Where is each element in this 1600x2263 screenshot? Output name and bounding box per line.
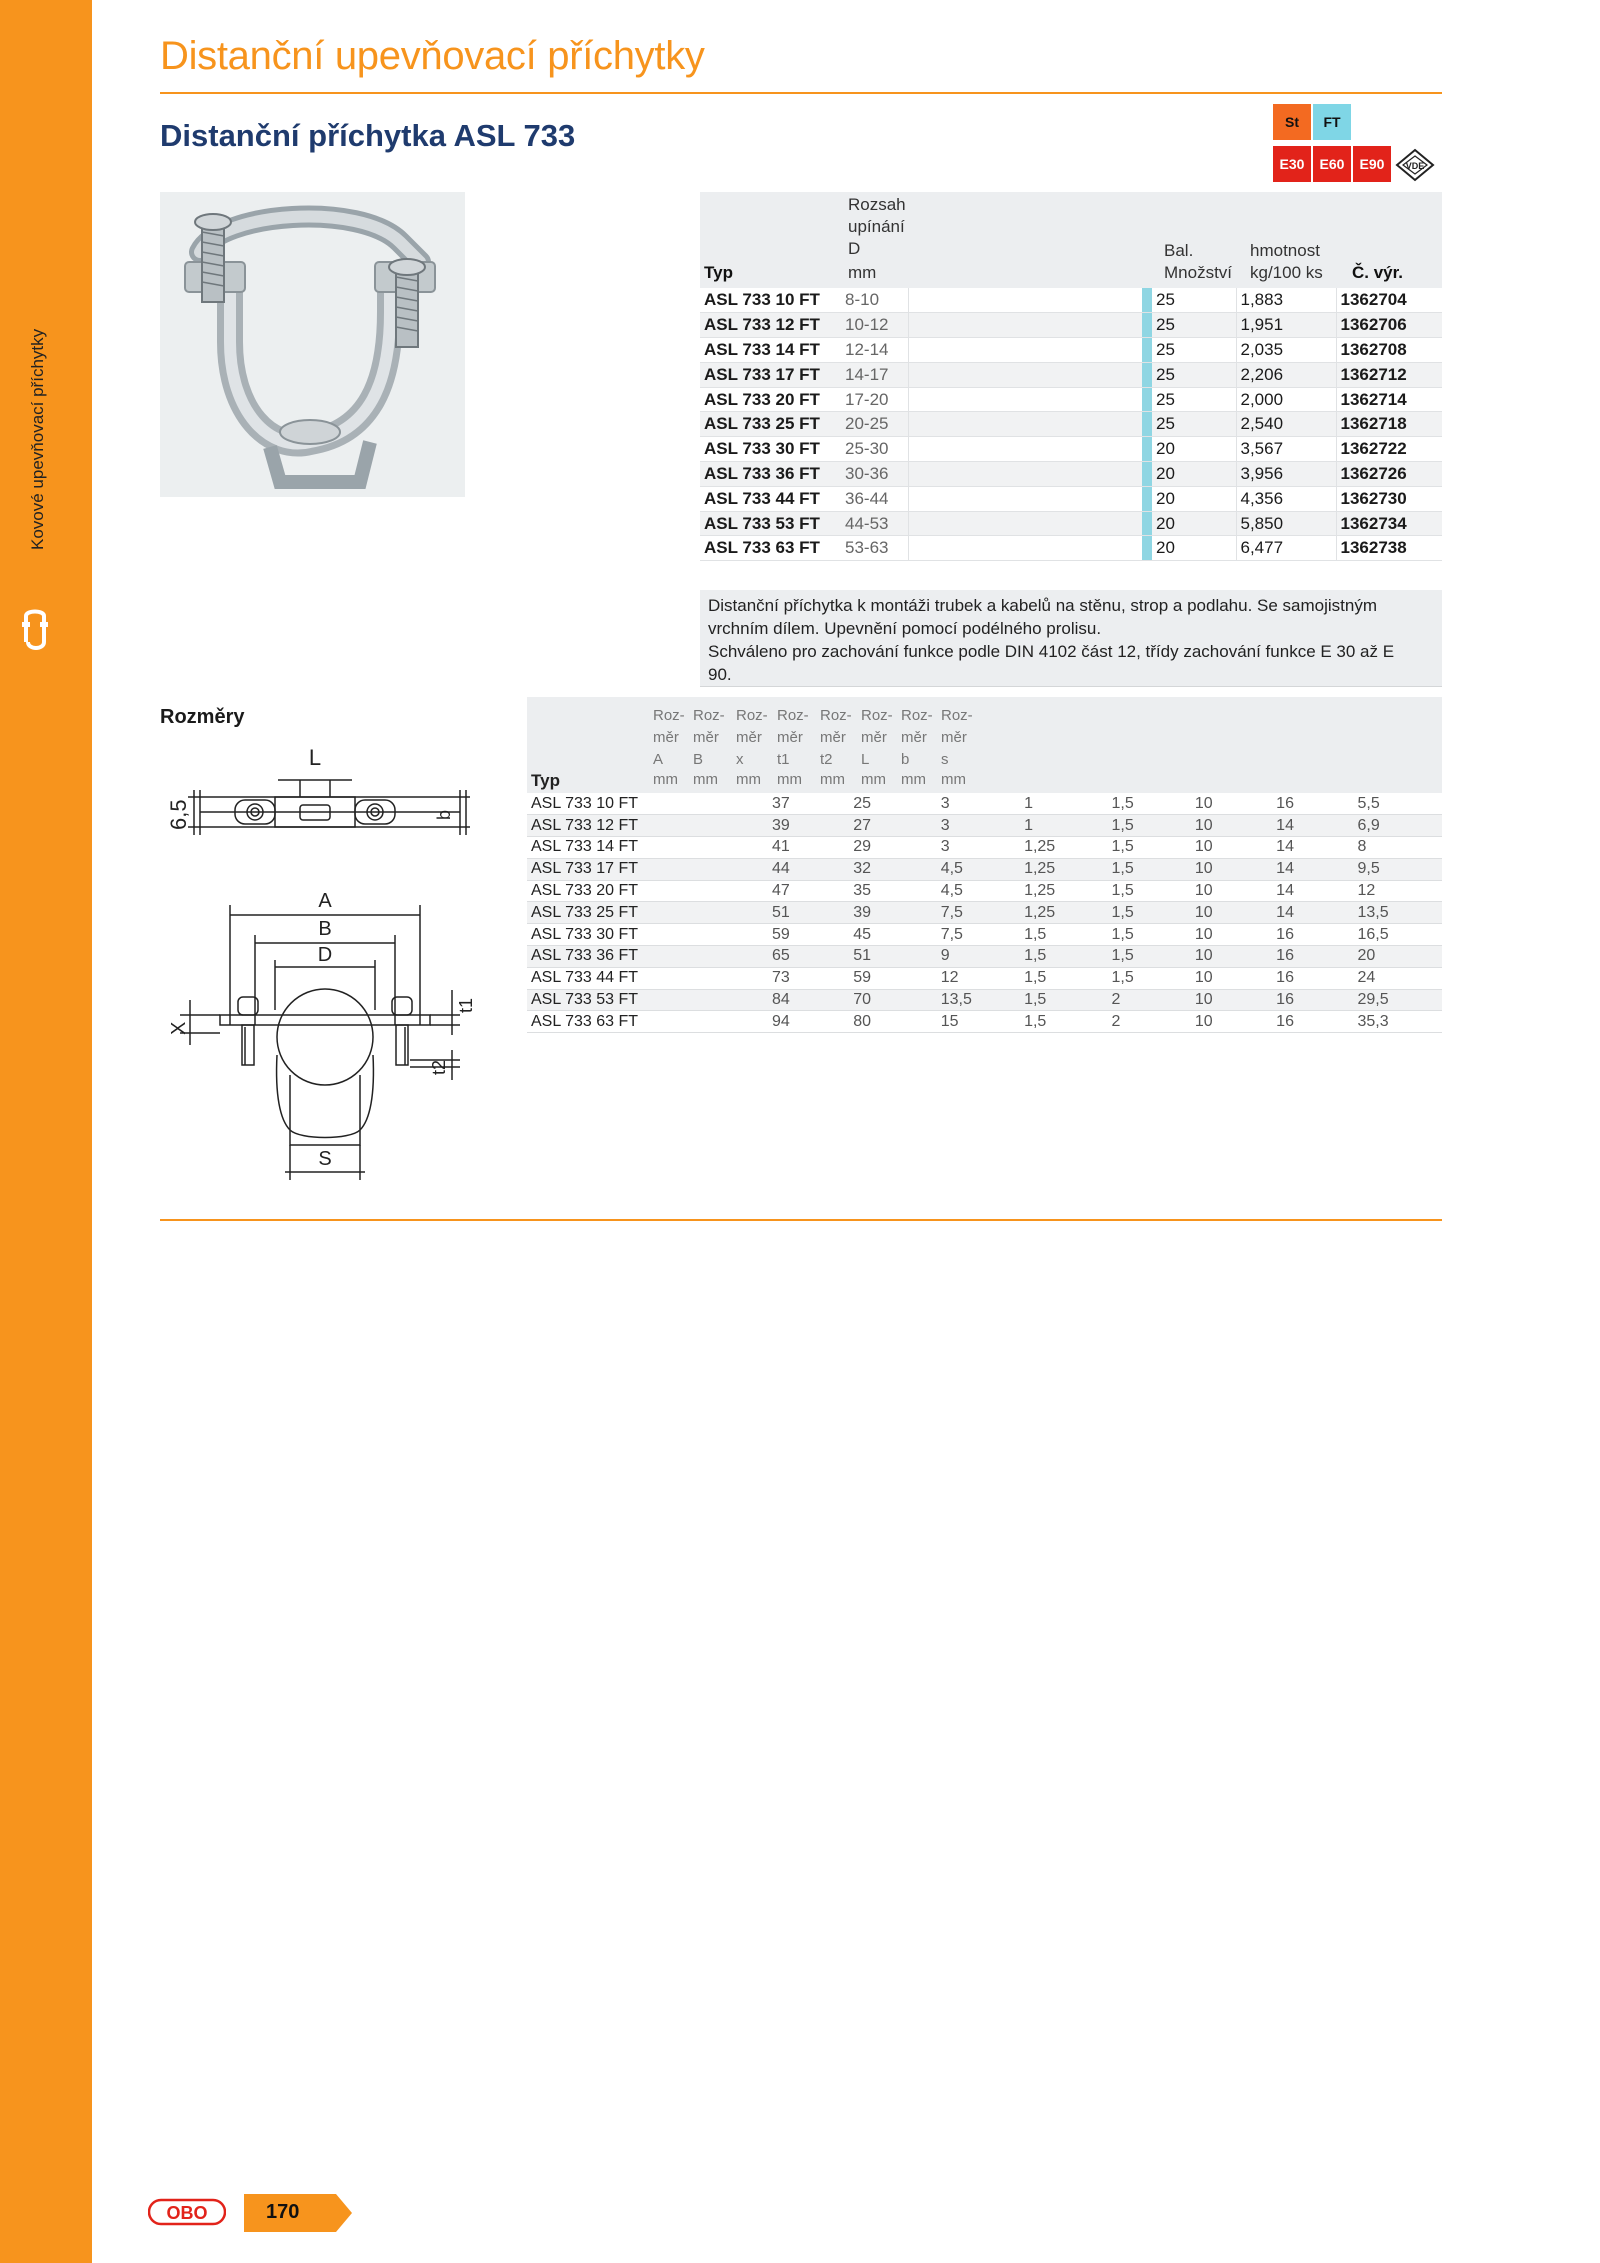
cell-dimension: 13,5	[1355, 902, 1443, 924]
badge-e90: E90	[1353, 146, 1391, 182]
cell-spacer	[908, 313, 1142, 338]
cell-stripe	[1142, 412, 1152, 437]
dim-header-line: Roz-	[901, 707, 933, 724]
cell-dimension: 10	[1192, 989, 1273, 1011]
cell-stripe	[1142, 486, 1152, 511]
table-row	[527, 924, 1442, 946]
cell-dimension: 80	[850, 1011, 937, 1033]
cell-dimension: 8	[1355, 837, 1443, 859]
logo-text: OBO	[166, 2203, 208, 2223]
approval-badges	[1273, 104, 1445, 184]
dim-header-symbol: b	[901, 751, 910, 768]
cell-quantity: 20	[1152, 462, 1236, 487]
cell-dimension: 59	[850, 967, 937, 989]
cell-dimension: 16,5	[1355, 924, 1443, 946]
cell-mass: 5,850	[1236, 511, 1336, 536]
cell-stripe	[1142, 511, 1152, 536]
table-row	[700, 387, 1442, 412]
table-row	[700, 462, 1442, 487]
cell-dimension: 4,5	[938, 880, 1021, 902]
cell-range: 53-63	[841, 536, 908, 561]
cell-dimension: 15	[938, 1011, 1021, 1033]
section-label: Kovové upevňovací příchytky	[28, 328, 47, 550]
cell-spacer	[908, 412, 1142, 437]
cell-mass: 1,883	[1236, 288, 1336, 313]
cell-dimension: 4,5	[938, 858, 1021, 880]
cell-dimension: 10	[1192, 880, 1273, 902]
page-number: 170	[266, 2201, 300, 2223]
cell-stripe	[1142, 536, 1152, 561]
dim-header-line: Roz-	[941, 707, 973, 724]
cell-typ: ASL 733 44 FT	[700, 486, 841, 511]
dim-header-line: měr	[941, 729, 967, 746]
description-line: vrchním dílem. Upevnění pomocí podélného prolisu.	[708, 619, 1102, 638]
cell-dimension: 39	[769, 815, 850, 837]
label-t2: t2	[429, 1059, 449, 1075]
dim-header-unit: mm	[861, 771, 886, 788]
cell-range: 36-44	[841, 486, 908, 511]
cell-typ: ASL 733 14 FT	[700, 338, 841, 363]
cell-dimension: 1,5	[1108, 880, 1191, 902]
cell-typ: ASL 733 53 FT	[527, 989, 769, 1011]
dim-header-unit: mm	[693, 771, 718, 788]
dim-header-line: Roz-	[777, 707, 809, 724]
cell-range: 25-30	[841, 437, 908, 462]
cell-typ: ASL 733 30 FT	[527, 924, 769, 946]
label-t1: t1	[456, 997, 476, 1013]
badge-st: St	[1273, 104, 1311, 140]
clip-icon	[20, 606, 50, 654]
page-title: Distanční upevňovací příchytky	[160, 34, 705, 78]
cell-article: 1362706	[1336, 313, 1442, 338]
cell-article: 1362708	[1336, 338, 1442, 363]
cell-dimension: 6,9	[1355, 815, 1443, 837]
dim-header-line: měr	[861, 729, 887, 746]
dim-header-symbol: x	[736, 751, 744, 768]
cell-mass: 2,206	[1236, 362, 1336, 387]
cell-range: 8-10	[841, 288, 908, 313]
dimensions-title: Rozměry	[160, 706, 245, 728]
cell-dimension: 59	[769, 924, 850, 946]
cell-quantity: 25	[1152, 288, 1236, 313]
cell-dimension: 51	[769, 902, 850, 924]
dim-header-typ: Typ	[531, 771, 560, 790]
cell-typ: ASL 733 17 FT	[527, 858, 769, 880]
dim-header-line: Roz-	[861, 707, 893, 724]
dim-header-symbol: B	[693, 751, 704, 768]
cell-range: 20-25	[841, 412, 908, 437]
cell-dimension: 16	[1273, 989, 1354, 1011]
dimensions-table-header	[527, 697, 1442, 793]
dim-header-unit: mm	[653, 771, 678, 788]
cell-dimension: 35	[850, 880, 937, 902]
cell-dimension: 1,25	[1021, 880, 1108, 902]
cell-quantity: 20	[1152, 536, 1236, 561]
bottom-divider	[160, 1219, 1442, 1221]
label-b: b	[434, 809, 454, 820]
table-row	[700, 362, 1442, 387]
cell-typ: ASL 733 17 FT	[700, 362, 841, 387]
cell-typ: ASL 733 36 FT	[527, 946, 769, 968]
header-range-line1: Rozsah	[848, 195, 906, 214]
dim-header-line: Roz-	[693, 707, 725, 724]
table-row	[700, 536, 1442, 561]
cell-dimension: 12	[938, 967, 1021, 989]
cell-typ: ASL 733 14 FT	[527, 837, 769, 859]
cell-mass: 3,956	[1236, 462, 1336, 487]
cell-dimension: 35,3	[1355, 1011, 1443, 1033]
cell-quantity: 25	[1152, 362, 1236, 387]
table-row	[527, 902, 1442, 924]
table-row	[700, 486, 1442, 511]
header-mass-line2: kg/100 ks	[1250, 263, 1323, 282]
product-table	[700, 192, 1442, 561]
dim-header-symbol: L	[861, 751, 870, 768]
cell-range: 17-20	[841, 387, 908, 412]
table-row	[527, 837, 1442, 859]
cell-dimension: 10	[1192, 967, 1273, 989]
cell-dimension: 65	[769, 946, 850, 968]
cell-dimension: 20	[1355, 946, 1443, 968]
label-L: L	[308, 745, 322, 770]
cell-quantity: 20	[1152, 486, 1236, 511]
label-D: D	[317, 944, 333, 966]
cell-spacer	[908, 387, 1142, 412]
cell-dimension: 25	[850, 793, 937, 815]
cell-dimension: 1	[1021, 793, 1108, 815]
header-article: Č. výr.	[1352, 263, 1404, 282]
dim-header-line: měr	[820, 729, 846, 746]
cell-typ: ASL 733 36 FT	[700, 462, 841, 487]
cell-dimension: 12	[1355, 880, 1443, 902]
cell-dimension: 47	[769, 880, 850, 902]
table-row	[527, 989, 1442, 1011]
cell-dimension: 1,5	[1108, 858, 1191, 880]
title-divider	[160, 92, 1442, 94]
cell-spacer	[908, 536, 1142, 561]
cell-dimension: 16	[1273, 1011, 1354, 1033]
dimensions-table-body	[527, 793, 1442, 1033]
cell-mass: 6,477	[1236, 536, 1336, 561]
header-typ: Typ	[704, 263, 733, 282]
cell-typ: ASL 733 53 FT	[700, 511, 841, 536]
cell-stripe	[1142, 462, 1152, 487]
cell-range: 12-14	[841, 338, 908, 363]
cell-article: 1362714	[1336, 387, 1442, 412]
header-bal-line2: Množství	[1164, 263, 1233, 282]
cell-dimension: 2	[1108, 1011, 1191, 1033]
cell-typ: ASL 733 10 FT	[527, 793, 769, 815]
dim-header-symbol: s	[941, 751, 949, 768]
cell-dimension: 16	[1273, 924, 1354, 946]
cell-dimension: 73	[769, 967, 850, 989]
cell-mass: 2,540	[1236, 412, 1336, 437]
cell-dimension: 51	[850, 946, 937, 968]
dim-header-unit: mm	[736, 771, 761, 788]
cell-spacer	[908, 288, 1142, 313]
table-row	[700, 511, 1442, 536]
dimensions-table	[527, 697, 1442, 1033]
cell-mass: 4,356	[1236, 486, 1336, 511]
cell-spacer	[908, 462, 1142, 487]
cell-dimension: 1,5	[1108, 902, 1191, 924]
cell-stripe	[1142, 338, 1152, 363]
table-row	[700, 338, 1442, 363]
cell-spacer	[908, 437, 1142, 462]
dim-header-line: Roz-	[736, 707, 768, 724]
cell-mass: 1,951	[1236, 313, 1336, 338]
cell-dimension: 1,5	[1021, 967, 1108, 989]
label-A: A	[318, 890, 332, 912]
cell-range: 14-17	[841, 362, 908, 387]
cell-typ: ASL 733 25 FT	[527, 902, 769, 924]
cell-dimension: 1,5	[1108, 815, 1191, 837]
dim-header	[653, 705, 689, 771]
cell-range: 30-36	[841, 462, 908, 487]
table-row	[700, 288, 1442, 313]
cell-dimension: 9,5	[1355, 858, 1443, 880]
cell-dimension: 39	[850, 902, 937, 924]
cell-spacer	[908, 338, 1142, 363]
cell-typ: ASL 733 12 FT	[527, 815, 769, 837]
cell-dimension: 41	[769, 837, 850, 859]
cell-quantity: 25	[1152, 412, 1236, 437]
cell-spacer	[908, 362, 1142, 387]
cell-dimension: 1,5	[1021, 946, 1108, 968]
dim-header-line: měr	[653, 729, 679, 746]
cell-range: 10-12	[841, 313, 908, 338]
cell-dimension: 24	[1355, 967, 1443, 989]
cell-dimension: 7,5	[938, 902, 1021, 924]
cell-dimension: 27	[850, 815, 937, 837]
cell-typ: ASL 733 10 FT	[700, 288, 841, 313]
dim-header	[941, 705, 977, 771]
table-row	[527, 858, 1442, 880]
cell-dimension: 10	[1192, 1011, 1273, 1033]
cell-article: 1362712	[1336, 362, 1442, 387]
header-mass-line1: hmotnost	[1250, 241, 1320, 260]
dim-header-line: měr	[901, 729, 927, 746]
cell-dimension: 29,5	[1355, 989, 1443, 1011]
cell-mass: 2,000	[1236, 387, 1336, 412]
cell-range: 44-53	[841, 511, 908, 536]
cell-dimension: 7,5	[938, 924, 1021, 946]
dim-header-symbol: A	[653, 751, 664, 768]
badge-e30: E30	[1273, 146, 1311, 182]
cell-spacer	[908, 511, 1142, 536]
cell-mass: 2,035	[1236, 338, 1336, 363]
cell-quantity: 20	[1152, 437, 1236, 462]
dim-header-line: Roz-	[820, 707, 852, 724]
cell-quantity: 25	[1152, 313, 1236, 338]
label-X: X	[168, 1021, 190, 1035]
cell-dimension: 14	[1273, 858, 1354, 880]
vde-mark-icon	[1395, 148, 1435, 182]
dim-header	[736, 705, 772, 771]
cell-dimension: 10	[1192, 902, 1273, 924]
description-line: 90.	[708, 665, 732, 684]
cell-typ: ASL 733 63 FT	[527, 1011, 769, 1033]
cell-dimension: 32	[850, 858, 937, 880]
cell-dimension: 16	[1273, 793, 1354, 815]
cell-dimension: 3	[938, 793, 1021, 815]
cell-dimension: 5,5	[1355, 793, 1443, 815]
cell-stripe	[1142, 288, 1152, 313]
badge-ft: FT	[1313, 104, 1351, 140]
description-divider	[700, 686, 1442, 687]
cell-dimension: 1,5	[1021, 1011, 1108, 1033]
cell-typ: ASL 733 25 FT	[700, 412, 841, 437]
dim-header	[820, 705, 856, 771]
cell-typ: ASL 733 12 FT	[700, 313, 841, 338]
table-row	[700, 437, 1442, 462]
cell-dimension: 10	[1192, 858, 1273, 880]
cell-dimension: 16	[1273, 946, 1354, 968]
cell-dimension: 1,25	[1021, 858, 1108, 880]
product-description	[700, 590, 1442, 686]
description-line: Distanční příchytka k montáži trubek a kabelů na stěnu, strop a podlahu. Se samojistným	[708, 596, 1378, 615]
product-table-body	[700, 288, 1442, 561]
cell-stripe	[1142, 387, 1152, 412]
product-title: Distanční příchytka ASL 733	[160, 118, 576, 153]
cell-dimension: 3	[938, 815, 1021, 837]
dim-header-line: měr	[736, 729, 762, 746]
cell-dimension: 10	[1192, 946, 1273, 968]
table-row	[527, 793, 1442, 815]
cell-dimension: 14	[1273, 880, 1354, 902]
cell-dimension: 1,5	[1108, 946, 1191, 968]
table-row	[700, 313, 1442, 338]
description-line: Schváleno pro zachování funkce podle DIN 4102 část 12, třídy zachování funkce E 30 až E	[708, 642, 1395, 661]
dim-header-line: Roz-	[653, 707, 685, 724]
cell-dimension: 14	[1273, 837, 1354, 859]
header-range-line2: upínání	[848, 217, 905, 236]
cell-mass: 3,567	[1236, 437, 1336, 462]
cell-dimension: 45	[850, 924, 937, 946]
cell-dimension: 2	[1108, 989, 1191, 1011]
dim-header-unit: mm	[901, 771, 926, 788]
dim-header-unit: mm	[820, 771, 845, 788]
cell-dimension: 1,5	[1021, 924, 1108, 946]
cell-dimension: 1	[1021, 815, 1108, 837]
cell-article: 1362730	[1336, 486, 1442, 511]
cell-dimension: 1,5	[1108, 967, 1191, 989]
cell-dimension: 1,5	[1108, 837, 1191, 859]
cell-quantity: 25	[1152, 387, 1236, 412]
badge-e60: E60	[1313, 146, 1351, 182]
table-row	[527, 946, 1442, 968]
cell-quantity: 25	[1152, 338, 1236, 363]
cell-dimension: 84	[769, 989, 850, 1011]
header-range-line3: D	[848, 239, 861, 258]
cell-dimension: 1,25	[1021, 837, 1108, 859]
table-row	[527, 1011, 1442, 1033]
cell-article: 1362704	[1336, 288, 1442, 313]
cell-article: 1362718	[1336, 412, 1442, 437]
dim-header-line: měr	[693, 729, 719, 746]
header-bal-line1: Bal.	[1164, 241, 1194, 260]
cell-dimension: 14	[1273, 815, 1354, 837]
cell-dimension: 37	[769, 793, 850, 815]
label-6-5: 6,5	[166, 799, 191, 830]
dim-header-unit: mm	[941, 771, 966, 788]
cell-typ: ASL 733 30 FT	[700, 437, 841, 462]
cell-dimension: 14	[1273, 902, 1354, 924]
cell-dimension: 9	[938, 946, 1021, 968]
cell-typ: ASL 733 20 FT	[700, 387, 841, 412]
cell-quantity: 20	[1152, 511, 1236, 536]
cell-article: 1362726	[1336, 462, 1442, 487]
cell-article: 1362738	[1336, 536, 1442, 561]
dim-header	[777, 705, 813, 771]
obo-logo	[148, 2198, 226, 2226]
cell-stripe	[1142, 362, 1152, 387]
label-S: S	[318, 1148, 332, 1170]
cell-dimension: 44	[769, 858, 850, 880]
cell-article: 1362722	[1336, 437, 1442, 462]
label-B: B	[318, 918, 332, 940]
cell-dimension: 70	[850, 989, 937, 1011]
cell-dimension: 29	[850, 837, 937, 859]
cell-stripe	[1142, 437, 1152, 462]
table-row	[527, 815, 1442, 837]
cell-dimension: 10	[1192, 924, 1273, 946]
header-range-unit: mm	[848, 263, 877, 282]
cell-dimension: 10	[1192, 793, 1273, 815]
cell-dimension: 10	[1192, 837, 1273, 859]
cell-typ: ASL 733 20 FT	[527, 880, 769, 902]
table-row	[700, 412, 1442, 437]
dim-header	[693, 705, 729, 771]
cell-typ: ASL 733 44 FT	[527, 967, 769, 989]
cell-article: 1362734	[1336, 511, 1442, 536]
cell-dimension: 16	[1273, 967, 1354, 989]
cell-stripe	[1142, 313, 1152, 338]
table-row	[527, 880, 1442, 902]
dimension-drawing	[160, 735, 490, 1195]
cell-dimension: 10	[1192, 815, 1273, 837]
dim-header-line: měr	[777, 729, 803, 746]
table-row	[527, 967, 1442, 989]
dim-header	[861, 705, 897, 771]
cell-typ: ASL 733 63 FT	[700, 536, 841, 561]
dim-header-symbol: t2	[820, 751, 833, 768]
product-photo	[160, 192, 465, 497]
cell-dimension: 3	[938, 837, 1021, 859]
dim-header-unit: mm	[777, 771, 802, 788]
product-table-header	[700, 192, 1442, 288]
dim-header	[901, 705, 937, 771]
cell-dimension: 1,5	[1108, 793, 1191, 815]
svg-text:VDE: VDE	[1405, 161, 1425, 171]
cell-dimension: 1,25	[1021, 902, 1108, 924]
dim-header-symbol: t1	[777, 751, 790, 768]
cell-spacer	[908, 486, 1142, 511]
cell-dimension: 13,5	[938, 989, 1021, 1011]
cell-dimension: 94	[769, 1011, 850, 1033]
cell-dimension: 1,5	[1021, 989, 1108, 1011]
cell-dimension: 1,5	[1108, 924, 1191, 946]
